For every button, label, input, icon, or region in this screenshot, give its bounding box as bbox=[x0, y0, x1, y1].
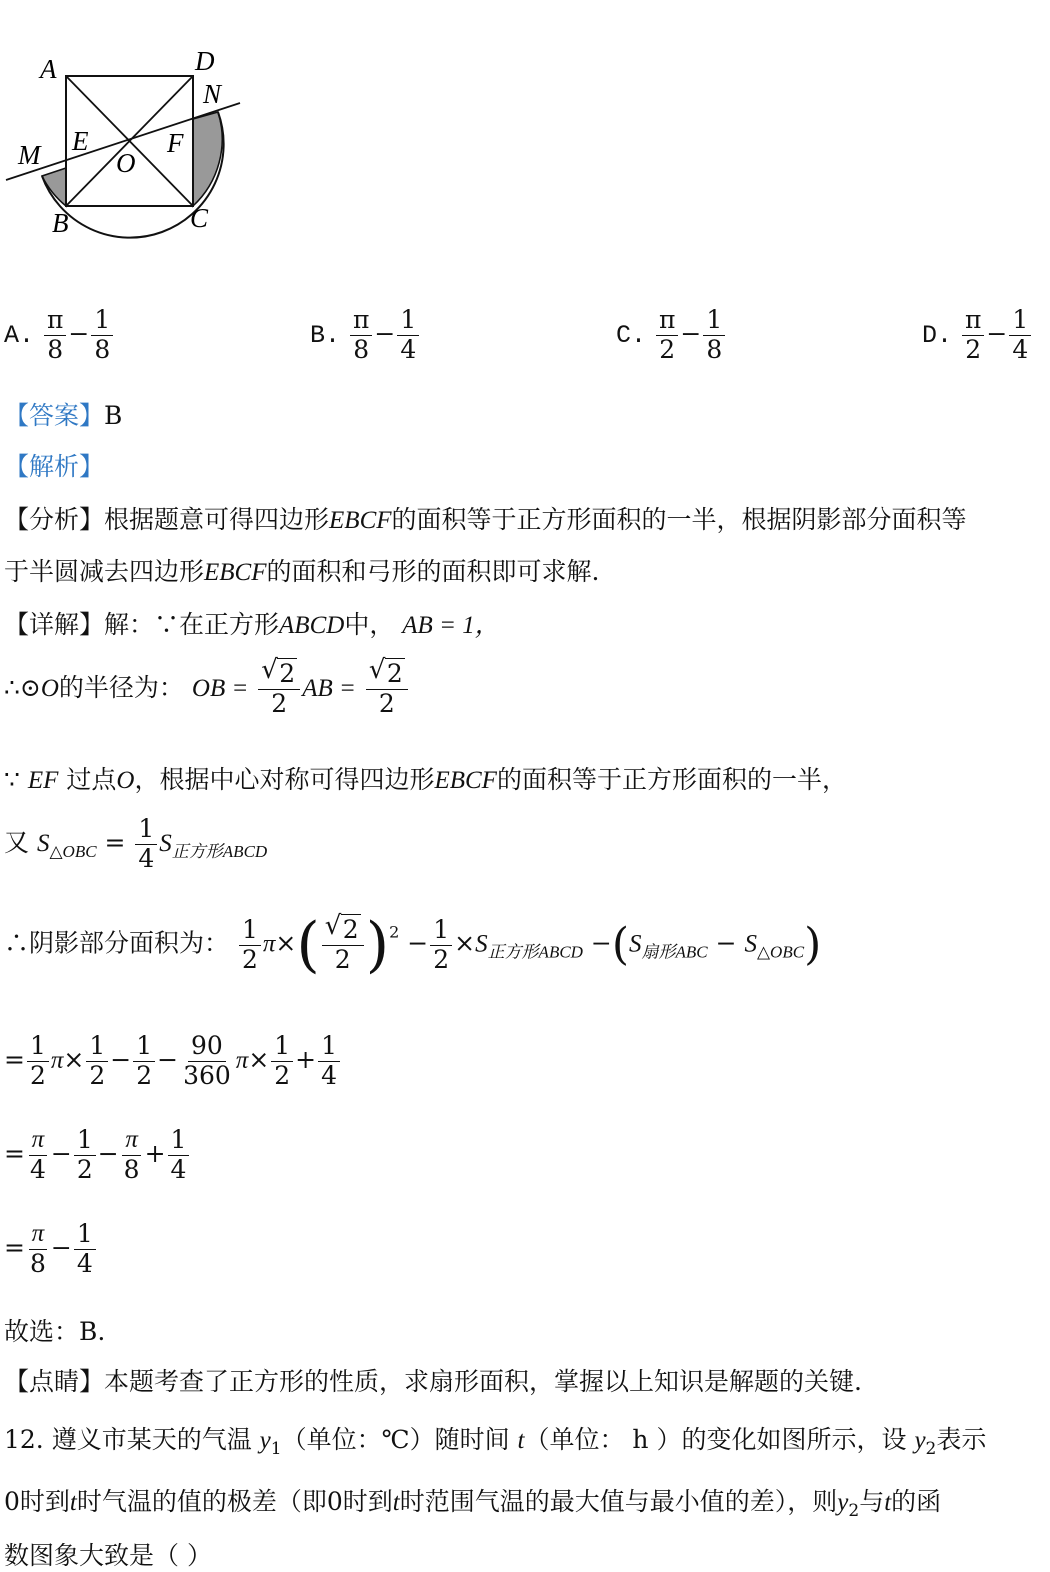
radius-line: ∴⊙O的半径为： OB = √ 2 2 AB = √ 2 2 bbox=[4, 660, 410, 719]
text: （单位：℃）随时间 bbox=[281, 1425, 510, 1454]
frac-num: 1 bbox=[430, 916, 452, 946]
label-F: F bbox=[167, 128, 184, 158]
text: ∵ bbox=[4, 765, 20, 794]
math-abcd: ABCD bbox=[279, 612, 345, 639]
math-ab: AB = bbox=[302, 674, 356, 702]
frac-den: 2 bbox=[136, 1060, 153, 1090]
fenxi-line-2 bbox=[4, 552, 599, 588]
frac-num: 1 bbox=[27, 1032, 49, 1062]
frac-den: 8 bbox=[706, 334, 723, 364]
text: 12. 遵义市某天的气温 bbox=[4, 1425, 252, 1454]
math-y: y bbox=[259, 1427, 271, 1454]
q12-line-3: 数图象大致是（ ） bbox=[4, 1541, 212, 1570]
math-t: t bbox=[392, 1489, 400, 1516]
math-ob: OB = bbox=[191, 674, 249, 702]
math-s: S bbox=[475, 930, 488, 958]
frac-num: 1 bbox=[74, 1126, 96, 1156]
text: 又 bbox=[4, 827, 30, 857]
option-c-label: C. bbox=[616, 320, 647, 350]
sqrt-radicand: 2 bbox=[342, 914, 359, 944]
frac-den: 2 bbox=[378, 688, 395, 718]
frac-den: 2 bbox=[659, 334, 676, 364]
math-o: O bbox=[40, 674, 59, 702]
math-t: t bbox=[884, 1489, 892, 1516]
text: 的面积等于正方形面积的一半， bbox=[496, 765, 847, 794]
step-1: = $\frac{1}{2}$ π× $\frac{1}{2}$ − $\frac{1}{2}$ − $\frac{90}{360}$ π× $\frac{1}{2}$ + $\frac{1}{4}$ bbox=[4, 1032, 342, 1091]
option-a[interactable]: A. $\frac{\pi}{8}$ − $\frac{1}{8}$ bbox=[4, 306, 115, 365]
frac-den: 8 bbox=[47, 334, 64, 364]
subscript: 正方形ABCD bbox=[171, 841, 268, 861]
frac-den: 4 bbox=[321, 1060, 338, 1090]
answer-line bbox=[4, 396, 122, 432]
frac-num: 1 bbox=[135, 815, 157, 845]
text: 本题考查了正方形的性质，求扇形面积，掌握以上知识是解题的关键. bbox=[104, 1367, 862, 1396]
shadow-area-line: ∴阴影部分面积为： $\frac{1}{2}$ π×( √ 2 2 )$^2$ − $\frac{1}{2}$ $\times S_{正方形ABCD} -(S_{扇形ABC} - S_{\triangle OBC})$ bbox=[4, 910, 822, 980]
text: 的函 bbox=[891, 1487, 942, 1516]
frac-num: 1 bbox=[133, 1032, 155, 1062]
fenxi-line-1 bbox=[4, 500, 967, 536]
text: 的半径为： bbox=[58, 672, 184, 702]
math-ab-eq: AB = 1， bbox=[402, 612, 500, 639]
exponent: 2 bbox=[389, 922, 400, 942]
frac-den: 4 bbox=[1012, 334, 1029, 364]
label-B: B bbox=[52, 208, 69, 238]
analysis-tag: 【解析】 bbox=[4, 452, 105, 481]
label-M: M bbox=[18, 140, 41, 170]
label-C: C bbox=[190, 203, 209, 233]
math-s: S bbox=[159, 829, 172, 857]
math-ebcf: EBCF bbox=[434, 767, 497, 794]
math-y: y bbox=[914, 1427, 926, 1454]
frac-den: 4 bbox=[29, 1154, 46, 1184]
frac-den: 2 bbox=[965, 334, 982, 364]
frac-num: π bbox=[29, 1220, 48, 1250]
frac-num: π bbox=[122, 1126, 141, 1156]
xiangjie-line-3 bbox=[4, 760, 847, 796]
frac-num: 1 bbox=[86, 1032, 108, 1062]
frac-num: 1 bbox=[1009, 306, 1031, 336]
text: ，根据中心对称可得四边形 bbox=[134, 765, 435, 794]
text: 过点 bbox=[66, 765, 117, 794]
text: 0时到 bbox=[4, 1487, 70, 1516]
text: 的面积和弓形的面积即可求解. bbox=[266, 557, 600, 586]
option-b[interactable]: B. $\frac{\pi}{8}$ − $\frac{1}{4}$ bbox=[310, 306, 421, 365]
q12-line-1: 12. 遵义市某天的气温 $y_1$（单位：℃）随时间 t（单位： h ）的变化如图所示，设 $y_2$表示 bbox=[4, 1425, 987, 1459]
option-a-label: A. bbox=[4, 320, 35, 350]
option-d-label: D. bbox=[922, 320, 953, 350]
frac-den: 2 bbox=[433, 944, 450, 974]
fenxi-tag: 【分析】 bbox=[4, 505, 105, 534]
frac-den: 8 bbox=[94, 334, 111, 364]
math-ebcf: EBCF bbox=[329, 507, 392, 534]
frac-num: 90 bbox=[188, 1032, 226, 1062]
frac-den: 360 bbox=[183, 1060, 231, 1090]
frac-num: π bbox=[29, 1126, 48, 1156]
text: ∴阴影部分面积为： bbox=[4, 928, 230, 958]
text: 时气温的值的极差（即0时到 bbox=[76, 1487, 393, 1516]
frac-num: 1 bbox=[91, 306, 113, 336]
answer-tag: 【答案】 bbox=[4, 401, 105, 430]
label-E: E bbox=[72, 126, 89, 156]
frac-den: 2 bbox=[76, 1154, 93, 1184]
math-s: S bbox=[36, 829, 50, 857]
frac-num: 1 bbox=[168, 1126, 190, 1156]
option-c[interactable]: C. $\frac{\pi}{2}$ − $\frac{1}{8}$ bbox=[616, 306, 727, 365]
label-A: A bbox=[40, 54, 57, 84]
label-N: N bbox=[203, 79, 222, 109]
text: 的面积等于正方形面积的一半，根据阴影部分面积等 bbox=[391, 505, 967, 534]
frac-den: 4 bbox=[76, 1248, 93, 1278]
frac-den: 8 bbox=[29, 1248, 46, 1278]
math-s: S bbox=[744, 930, 757, 958]
frac-num: 1 bbox=[239, 916, 261, 946]
math-ef: EF bbox=[27, 767, 59, 794]
frac-num: 1 bbox=[703, 306, 725, 336]
math-y: y bbox=[837, 1489, 849, 1516]
label-O: O bbox=[116, 148, 136, 178]
q12-line-2: 0时到t时气温的值的极差（即0时到t时范围气温的最大值与最小值的差），则$y_2$与t的函 bbox=[4, 1487, 942, 1521]
subscript: 扇形ABC bbox=[641, 942, 708, 962]
sqrt-radicand: 2 bbox=[279, 659, 296, 688]
frac-den: 2 bbox=[334, 944, 351, 974]
text: 表示 bbox=[936, 1425, 987, 1454]
text: 时范围气温的最大值与最小值的差），则 bbox=[399, 1487, 838, 1516]
subscript: △OBC bbox=[49, 841, 97, 861]
text: 解：∵在正方形 bbox=[104, 610, 280, 639]
text: 中， bbox=[344, 610, 395, 639]
shaded-segment-right bbox=[193, 112, 222, 206]
frac-den: 4 bbox=[138, 843, 155, 873]
text: （单位： h ）的变化如图所示，设 bbox=[524, 1425, 907, 1454]
frac-num: 1 bbox=[74, 1220, 96, 1250]
conclusion: 故选：B. bbox=[4, 1317, 106, 1346]
frac-den: 8 bbox=[353, 334, 370, 364]
frac-den: 2 bbox=[29, 1060, 46, 1090]
math-t: t bbox=[69, 1489, 77, 1516]
dianjing-line bbox=[4, 1362, 862, 1398]
frac-den: 4 bbox=[170, 1154, 187, 1184]
math-s: S bbox=[629, 930, 642, 958]
frac-num: π bbox=[656, 306, 678, 336]
math-ebcf: EBCF bbox=[204, 559, 267, 586]
math-o: O bbox=[116, 767, 135, 794]
frac-num: 1 bbox=[318, 1032, 340, 1062]
frac-den: 2 bbox=[241, 944, 258, 974]
xiangjie-tag: 【详解】 bbox=[4, 610, 105, 639]
frac-num: 1 bbox=[271, 1032, 293, 1062]
frac-den: 4 bbox=[400, 334, 417, 364]
frac-num: π bbox=[962, 306, 984, 336]
dianjing-tag: 【点睛】 bbox=[4, 1367, 105, 1396]
answer-value: B bbox=[104, 401, 123, 430]
text: 于半圆减去四边形 bbox=[4, 557, 205, 586]
frac-den: 2 bbox=[89, 1060, 106, 1090]
text: 与 bbox=[859, 1487, 885, 1516]
subscript: △OBC bbox=[756, 942, 805, 962]
option-b-label: B. bbox=[310, 320, 341, 350]
frac-num: π bbox=[350, 306, 372, 336]
frac-den: 8 bbox=[123, 1154, 140, 1184]
xiangjie-line-4: 又 $S_{\triangle OBC}$ = $\frac{1}{4}$ $S_{正方形ABCD}$ bbox=[4, 814, 268, 873]
subscript: 正方形ABCD bbox=[487, 942, 583, 962]
xiangjie-line-1 bbox=[4, 605, 500, 641]
frac-num: 1 bbox=[397, 306, 419, 336]
step-2: = $\frac{\pi}{4}$ − $\frac{1}{2}$ − $\frac{\pi}{8}$ + $\frac{1}{4}$ bbox=[4, 1126, 191, 1185]
sqrt-radicand: 2 bbox=[386, 659, 403, 688]
text: 根据题意可得四边形 bbox=[104, 505, 330, 534]
text: ∴⊙ bbox=[4, 672, 41, 702]
frac-den: 2 bbox=[271, 688, 288, 718]
step-3: = $\frac{\pi}{8}$ − $\frac{1}{4}$ bbox=[4, 1220, 98, 1279]
frac-den: 2 bbox=[274, 1060, 291, 1090]
option-d[interactable]: D. $\frac{\pi}{2}$ − $\frac{1}{4}$ bbox=[922, 306, 1033, 365]
frac-num: π bbox=[44, 306, 66, 336]
geometry-figure bbox=[0, 40, 260, 250]
label-D: D bbox=[195, 46, 215, 76]
math-t: t bbox=[517, 1427, 525, 1454]
